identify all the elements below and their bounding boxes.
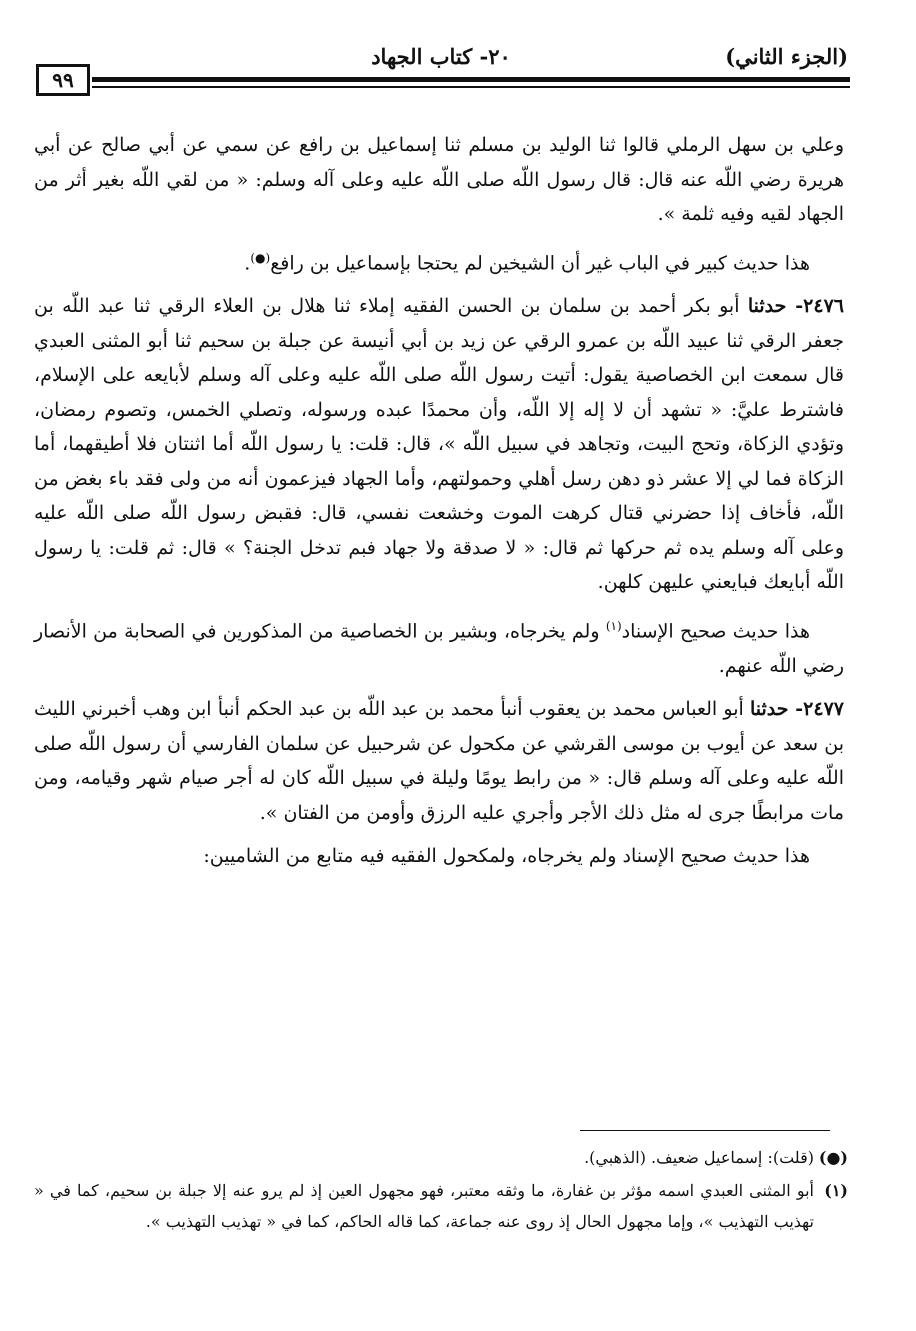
paragraph-text: أبو بكر أحمد بن سلمان بن الحسن الفقيه إملاء ثنا هلال بن العلاء الرقي ثنا عبد اللّه بن جعفر الرقي ثنا عبيد اللّه بن عمرو الرقي عن زيد بن أبي أنيسة عن جبلة بن سحيم ثنا أبو المثنى العبدي قال سمعت ابن الخصاصية يقول: أتيت رسول اللّه صلى اللّه عليه وعلى آله وسلم لأبايعه على الإسلام، فاشترط عليَّ: « تشهد أن لا إله إلا اللّه، وأن محمدًا عبده ورسوله، وتصلي الخمس، وتصوم رمضان، وتؤدي الزكاة، وتحج البيت، وتجاهد في سبيل اللّه »، قال: قلت: يا رسول اللّه أما اثنتان فلا أطيقهما، أما الزكاة فما لي إلا عشر ذو دهن رسل أهلي وحمولتهم، وأما الجهاد فيزعمون أنه من ولى فقد باء بغض من اللّه، فأخاف إذا حضرني قتال كرهت الموت وخشعت نفسي، قال: فقبض رسول اللّه صلى اللّه عليه وعلى آله وسلم يده ثم حركها ثم قال: « لا صدقة ولا جهاد فبم تدخل الجنة؟ » قال: ثم قلت: يا رسول اللّه أبايعك فبايعني عليهن كلهن. xyxy=(34,295,844,594)
page-header xyxy=(34,40,848,74)
paragraph-tail: ولم يخرجاه، وبشير بن الخصاصية من المذكورين في الصحابة من الأنصار رضي اللّه عنهم. xyxy=(34,620,844,677)
paragraph-text: هذا حديث صحيح الإسناد ولم يخرجاه، ولمكحول الفقيه فيه متابع من الشاميين: xyxy=(203,845,810,868)
chapter-title: ٢٠- كتاب الجهاد xyxy=(371,44,511,69)
paragraph-text: هذا حديث كبير في الباب غير أن الشيخين لم يحتجا بإسماعيل بن رافع xyxy=(270,251,810,274)
header-rule-thin xyxy=(92,86,850,88)
footnote-text: (قلت): إسماعيل ضعيف. (الذهبي). xyxy=(584,1148,814,1167)
paragraph xyxy=(34,609,844,683)
hadith-2476 xyxy=(34,289,844,600)
main-text xyxy=(34,128,844,883)
paragraph-text: أبو العباس محمد بن يعقوب أنبأ محمد بن عبد اللّه بن عبد الحكم أنبأ ابن وهب أخبرني الليث بن سعد عن أيوب بن موسى القرشي عن مكحول عن شرحبيل عن سلمان الفارسي أن رسول اللّه صلى اللّه عليه وعلى آله وسلم قال: « من رابط يومًا وليلة في سبيل اللّه كان له أجر صيام شهر وقيامه، ومن مات مرابطًا جرى له مثل ذلك الأجر وأجري عليه الرزق وأومن من الفتان ». xyxy=(34,698,844,824)
footnote-text: أبو المثنى العبدي اسمه مؤثر بن غفارة، ما وثقه معتبر، فهو مجهول العين إذ لم يرو عنه إلا جبلة بن سحيم، كما في « تهذيب التهذيب »، وإما مجهول الحال إذ روى عنه جماعة، كما قاله الحاكم، كما في « تهذيب التهذيب ». xyxy=(34,1181,814,1231)
footnote-ref: (١) xyxy=(605,618,622,633)
footnote xyxy=(34,1142,848,1173)
paragraph xyxy=(34,241,844,281)
footnote-mark: (١) xyxy=(824,1181,848,1200)
volume-label: (الجزء الثاني) xyxy=(725,44,848,69)
paragraph-text: وعلي بن سهل الرملي قالوا ثنا الوليد بن مسلم ثنا إسماعيل بن رافع عن سمي عن أبي صالح عن أبي هريرة رضي اللّه عنه قال: قال رسول اللّه صلى اللّه عليه وعلى آله وسلم: « من لقي اللّه بغير أثر من الجهاد لقيه وفيه ثلمة ». xyxy=(34,134,844,225)
hadith-keyword: حدثنا xyxy=(749,698,789,721)
paragraph xyxy=(34,128,844,232)
hadith-2477 xyxy=(34,692,844,830)
paragraph-tail: . xyxy=(244,251,251,274)
footnote xyxy=(34,1175,848,1237)
footnote-mark: (●) xyxy=(818,1148,848,1167)
paragraph xyxy=(34,839,844,874)
header-rule-thick xyxy=(92,77,850,82)
paragraph-text: هذا حديث صحيح الإسناد xyxy=(621,620,811,643)
hadith-keyword: حدثنا xyxy=(747,295,787,318)
hadith-number: ٢٤٧٦- xyxy=(786,295,844,318)
footnote-ref: (●) xyxy=(250,250,271,265)
hadith-number: ٢٤٧٧- xyxy=(788,698,844,721)
footnote-divider xyxy=(580,1130,830,1131)
footnotes xyxy=(34,1142,848,1239)
page-number: ٩٩ xyxy=(36,64,90,96)
